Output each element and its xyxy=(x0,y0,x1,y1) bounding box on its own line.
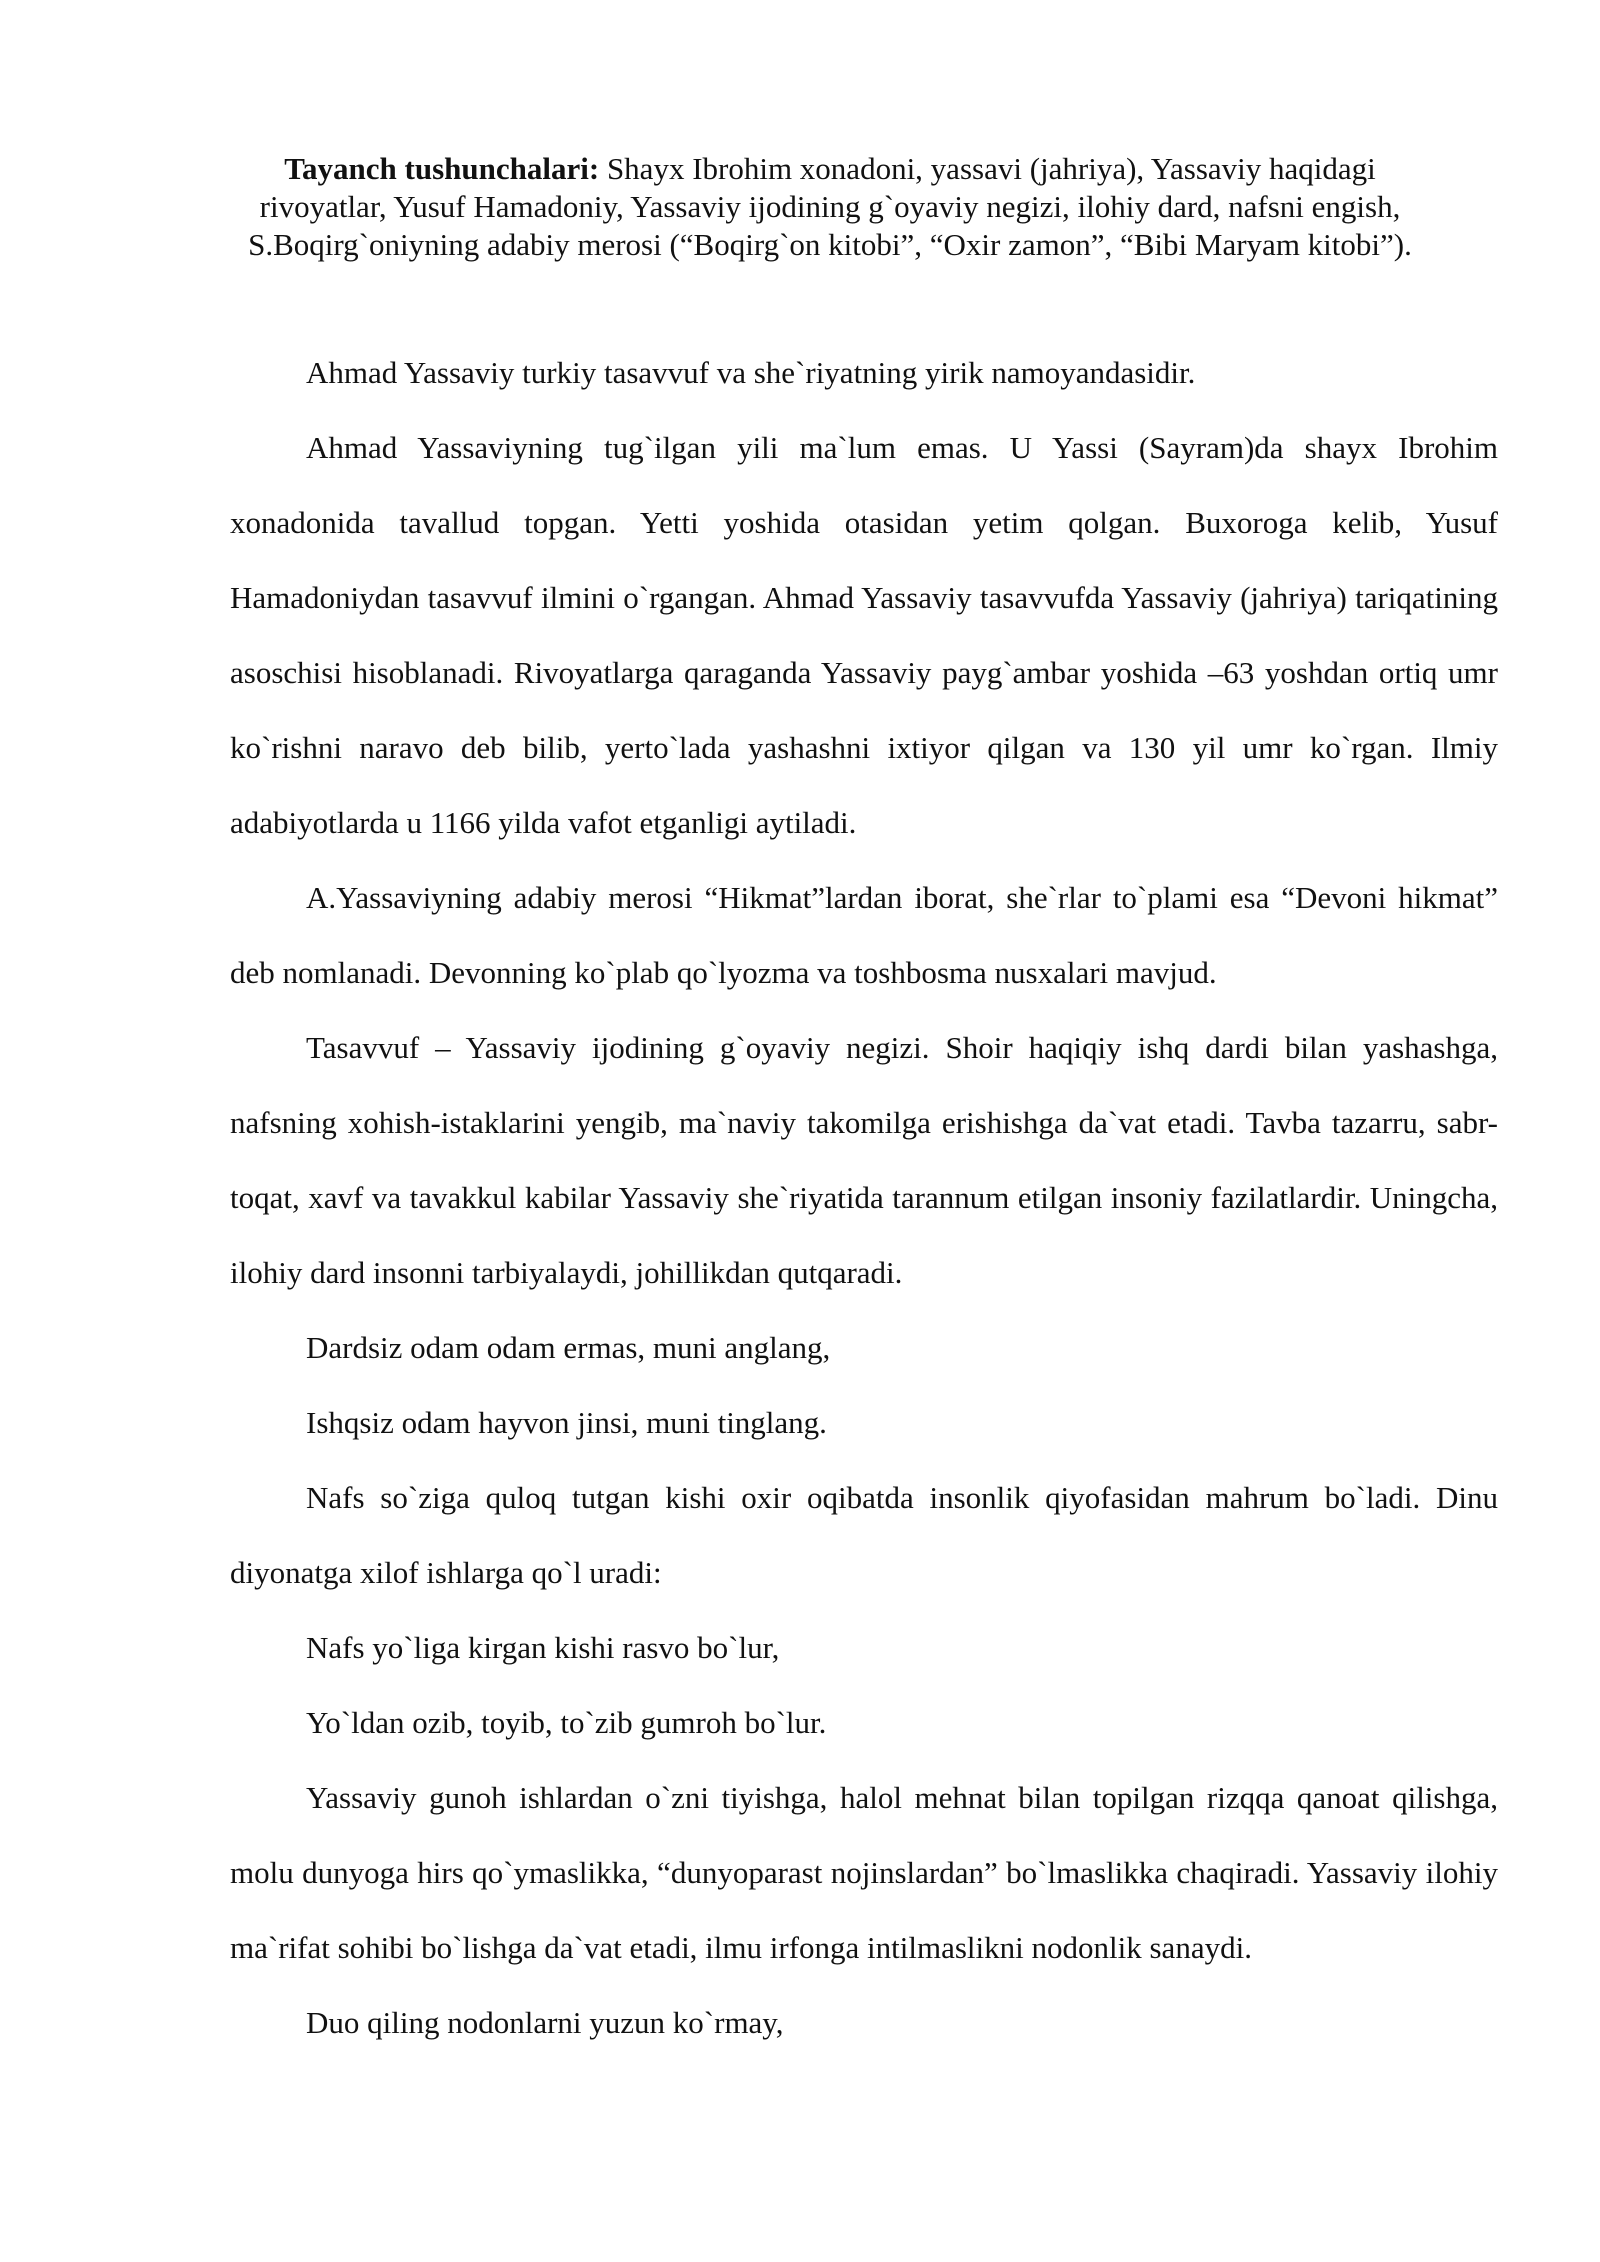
key-concepts-text: Shayx Ibrohim xonadoni, yassavi (jahriya), Yassaviy haqidagi rivoyatlar, Yusuf Hamadoniy, Yassaviy ijodining g`oyaviy negizi, ilohiy dard, nafsni engish, S.Boqirg`oniyning adabiy merosi (“Boqirg`on kitobi”, “Oxir zamon”, “Bibi Maryam kitobi”). xyxy=(248,151,1412,262)
verse-line: Ishqsiz odam hayvon jinsi, muni tinglang. xyxy=(306,1405,827,1440)
verse-line: Duo qiling nodonlarni yuzun ko`rmay, xyxy=(306,2005,784,2040)
paragraph-ethics: Yassaviy gunoh ishlardan o`zni tiyishga, halol mehnat bilan topilgan rizqqa qanoat qilishga, molu dunyoga hirs qo`ymaslikka, “dunyoparast nojinslardan” bo`lmaslikka chaqiradi. Yassaviy ilohiy ma`rifat sohibi bo`lishga da`vat etadi, ilmu irfonga intilmaslikni nodonlik sanaydi. xyxy=(230,1780,1498,1965)
paragraph-biography: Ahmad Yassaviyning tug`ilgan yili ma`lum emas. U Yassi (Sayram)da shayx Ibrohim xonadonida tavallud topgan. Yetti yoshida otasidan yetim qolgan. Buxoroga kelib, Yusuf Hamadoniydan tasavvuf ilmini o`rgangan. Ahmad Yassaviy tasavvufda Yassaviy (jahriya) tariqatining asoschisi hisoblanadi. Rivoyatlarga qaraganda Yassaviy payg`ambar yoshida –63 yoshdan ortiq umr ko`rishni naravo deb bilib, yerto`lada yashashni ixtiyor qilgan va 130 yil umr ko`rgan. Ilmiy adabiyotlarda u 1166 yilda vafot etganligi aytiladi. xyxy=(230,430,1498,840)
document-body xyxy=(230,335,1498,2060)
paragraph-intro: Ahmad Yassaviy turkiy tasavvuf va she`riyatning yirik namoyandasidir. xyxy=(306,355,1196,390)
verse-line: Yo`ldan ozib, toyib, to`zib gumroh bo`lur. xyxy=(306,1705,827,1740)
verse-line: Dardsiz odam odam ermas, muni anglang, xyxy=(306,1330,831,1365)
key-concepts-label: Tayanch tushunchalari: xyxy=(284,151,600,186)
paragraph-sufism: Tasavvuf – Yassaviy ijodining g`oyaviy negizi. Shoir haqiqiy ishq dardi bilan yashashga, nafsning xohish-istaklarini yengib, ma`naviy takomilga erishishga da`vat etadi. Tavba tazarru, sabr-toqat, xavf va tavakkul kabilar Yassaviy she`riyatida tarannum etilgan insoniy fazilatlardir. Uningcha, ilohiy dard insonni tarbiyalaydi, johillikdan qutqaradi. xyxy=(230,1030,1498,1290)
verse-line: Nafs yo`liga kirgan kishi rasvo bo`lur, xyxy=(306,1630,780,1665)
key-concepts-block xyxy=(230,150,1430,264)
paragraph-nafs: Nafs so`ziga quloq tutgan kishi oxir oqibatda insonlik qiyofasidan mahrum bo`ladi. Dinu diyonatga xilof ishlarga qo`l uradi: xyxy=(230,1480,1498,1590)
paragraph-literary-heritage: A.Yassaviyning adabiy merosi “Hikmat”lardan iborat, she`rlar to`plami esa “Devoni hikmat” deb nomlanadi. Devonning ko`plab qo`lyozma va toshbosma nusxalari mavjud. xyxy=(230,880,1498,990)
